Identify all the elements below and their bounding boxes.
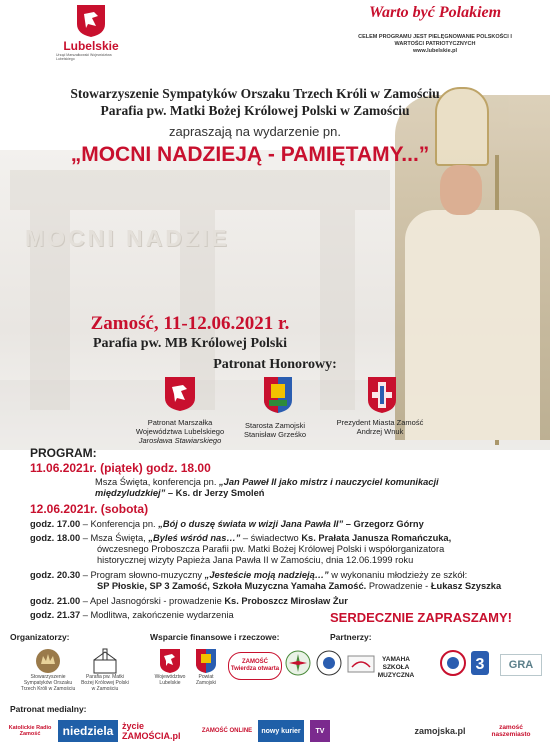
t3-time: godz. 20.30 bbox=[30, 570, 81, 580]
t3-line-2 bbox=[97, 581, 501, 592]
t3-host-label: Prowadzenie - bbox=[368, 581, 429, 591]
t3-text-b: w wykonaniu młodzieży ze szkół: bbox=[331, 570, 468, 580]
t3-schools: SP Płoskie, SP 3 Zamość, Szkoła Muzyczna Yamaha Zamość. bbox=[97, 581, 367, 591]
media-zamosc-online: ZAMOŚĆ ONLINE bbox=[201, 728, 253, 734]
sup1-logo bbox=[152, 648, 188, 686]
t3-text: – Program słowno-muzyczny bbox=[82, 570, 203, 580]
t2-time: godz. 18.00 bbox=[30, 533, 81, 543]
host-line-2: Parafia pw. Matki Bożej Królowej Polski w Zamościu bbox=[100, 103, 410, 118]
powiat-crest-icon bbox=[195, 648, 217, 674]
t1-time: godz. 17.00 bbox=[30, 519, 81, 529]
t5-time: godz. 21.37 bbox=[30, 610, 81, 620]
t4-text: – Apel Jasnogórski - prowadzenie bbox=[82, 596, 222, 606]
media-label: Patronat medialny: bbox=[10, 704, 87, 714]
patronage-title: Patronat Honorowy: bbox=[213, 357, 337, 372]
warto-url: www.lubelskie.pl bbox=[412, 48, 458, 54]
partner-gra: GRA bbox=[500, 654, 542, 676]
t4-host: Ks. Proboszcz Mirosław Żur bbox=[224, 596, 348, 606]
t4-line bbox=[30, 596, 348, 607]
patron-1-person: Jarosława Stawiarskiego bbox=[138, 436, 222, 445]
patron-powiat-crest bbox=[263, 376, 293, 414]
warto-logo-text: Warto być Polakiem bbox=[368, 4, 502, 21]
invite-all: SERDECZNIE ZAPRASZAMY! bbox=[330, 610, 513, 625]
media-tv: TV bbox=[310, 720, 330, 742]
lubelskie-crest-icon bbox=[164, 376, 196, 412]
media-naszemiasto: zamość naszemiasto bbox=[491, 724, 531, 738]
powiat-crest-icon bbox=[263, 376, 293, 414]
sup1-name: Województwo Lubelskie bbox=[154, 674, 186, 686]
event-date: Zamość, 11-12.06.2021 r. bbox=[90, 313, 290, 334]
lubelskie-crest-icon bbox=[159, 648, 181, 674]
media-zamojska: zamojska.pl bbox=[414, 726, 466, 736]
day1-conference-title-cont: międzyludzkiej” bbox=[95, 488, 166, 498]
org2-name: Parafia pw. Matki Bożej Królowej Polski w Zamościu bbox=[81, 674, 129, 692]
sup2-logo bbox=[188, 648, 224, 686]
t5-text: – Modlitwa, zakończenie wydarzenia bbox=[82, 610, 234, 620]
patron-1-name: Patronat Marszałka Województwa Lubelskiego bbox=[135, 418, 225, 436]
circle-logo-icon bbox=[440, 650, 466, 676]
svg-text:3: 3 bbox=[475, 656, 485, 673]
t2-speaker: Ks. Prałata Janusza Romańczuka, bbox=[301, 533, 452, 543]
day2-date: 12.06.2021r. (sobota) bbox=[30, 502, 149, 516]
media-zycie-zamoscia: życie ZAMOŚCIA.pl bbox=[122, 721, 181, 741]
host-line-1: Stowarzyszenie Sympatyków Orszaku Trzech Króli w Zamościu bbox=[70, 86, 440, 101]
t1-line bbox=[30, 519, 424, 530]
org2-logo bbox=[80, 648, 130, 692]
lubelskie-text: Lubelskie bbox=[63, 39, 119, 53]
t1-speaker: – Grzegorz Górny bbox=[345, 519, 424, 529]
support-label: Wsparcie finansowe i rzeczowe: bbox=[150, 632, 280, 642]
patron-zamosc-crest bbox=[367, 376, 397, 414]
windmill-icon bbox=[284, 650, 312, 676]
lubelskie-crest-icon bbox=[76, 4, 106, 38]
event-venue: Parafia pw. MB Królowej Polski bbox=[92, 336, 288, 351]
wall-inscription: MOCNI NADZIE bbox=[25, 225, 230, 251]
patron-3 bbox=[330, 418, 430, 436]
org1-name: Stowarzyszenie Sympatyków Orszaku Trzech Króli w Zamościu bbox=[20, 674, 76, 692]
invite-text: zapraszają na wydarzenie pn. bbox=[169, 124, 341, 139]
day1-line-1-text: Msza Święta, konferencja pn. bbox=[95, 477, 217, 487]
sup2-name: Powiat Zamojski bbox=[195, 674, 216, 686]
organizers-label: Organizatorzy: bbox=[10, 632, 70, 642]
media-niedziela: niedziela bbox=[58, 720, 118, 742]
patron-2-person: Stanisław Grześko bbox=[243, 430, 307, 439]
day1-line-1 bbox=[95, 477, 439, 488]
crown-badge-icon bbox=[35, 648, 61, 674]
t1-text: – Konferencja pn. bbox=[82, 519, 156, 529]
day1-line-2 bbox=[95, 488, 264, 499]
t5-line bbox=[30, 610, 234, 621]
church-icon bbox=[90, 648, 120, 674]
patron-1 bbox=[130, 418, 230, 445]
partner-1-logo bbox=[284, 650, 312, 676]
partner-2-logo bbox=[316, 650, 342, 676]
partner-6-logo bbox=[470, 650, 490, 676]
t3-title: „Jesteście moją nadzieją…” bbox=[204, 570, 329, 580]
t2-line-1 bbox=[30, 533, 451, 544]
sup3-logo: ZAMOŚĆ Twierdza otwarta bbox=[228, 652, 282, 680]
media-radio: Katolickie Radio Zamość bbox=[8, 725, 52, 737]
t2-line-2: ówczesnego Proboszcza Parafii pw. Matki Bożej Królowej Polski i współorganizatora bbox=[97, 544, 445, 554]
lubelskie-logo bbox=[56, 4, 126, 61]
org1-logo bbox=[18, 648, 78, 692]
patron-2 bbox=[230, 421, 320, 439]
partners-label: Partnerzy: bbox=[330, 632, 372, 642]
t4-time: godz. 21.00 bbox=[30, 596, 81, 606]
warto-goal: CELEM PROGRAMU JEST PIELĘGNOWANIE POLSKOŚCI I WARTOŚCI PATRIOTYCZNYCH bbox=[358, 34, 512, 47]
lubelskie-subtext: Urząd Marszałkowski Województwa Lubelskiego bbox=[56, 53, 112, 61]
warto-logo bbox=[345, 4, 525, 54]
media-nowy-kurier: nowy kurier bbox=[258, 720, 304, 742]
t2-text: – Msza Święta, bbox=[82, 533, 146, 543]
number-three-icon bbox=[470, 650, 490, 676]
zamosc-crest-icon bbox=[367, 376, 397, 414]
t3-line-1 bbox=[30, 570, 467, 581]
t2-line-3: historycznej wizyty Papieża Jana Pawła II w Zamościu, dnia 12.06.1999 roku bbox=[97, 555, 414, 565]
day1-speaker: – Ks. dr Jerzy Smoleń bbox=[167, 488, 265, 498]
t1-title: „Bój o duszę świata w wizji Jana Pawła II” bbox=[158, 519, 344, 529]
patron-3-name: Prezydent Miasta Zamość bbox=[336, 418, 424, 427]
day1-date: 11.06.2021r. (piątek) godz. 18.00 bbox=[30, 461, 211, 475]
patron-3-person: Andrzej Wnuk bbox=[356, 427, 404, 436]
event-title: „MOCNI NADZIEJĄ - PAMIĘTAMY...” bbox=[70, 143, 430, 166]
patron-lubelskie-crest bbox=[164, 376, 196, 412]
stamp-icon bbox=[347, 655, 375, 673]
patron-2-name: Starosta Zamojski bbox=[244, 421, 306, 430]
partner-5-logo bbox=[440, 650, 466, 676]
partner-yamaha: YAMAHA SZKOŁA MUZYCZNA bbox=[377, 656, 415, 679]
day1-conference-title: „Jan Paweł II jako mistrz i nauczyciel komunikacji bbox=[219, 477, 439, 487]
program-heading: PROGRAM: bbox=[30, 446, 97, 460]
t2-title: „Byleś wśród nas…” bbox=[148, 533, 241, 543]
t3-host: Łukasz Szyszka bbox=[430, 581, 502, 591]
round-emblem-icon bbox=[316, 650, 342, 676]
t2-text-b: – świadectwo bbox=[242, 533, 299, 543]
